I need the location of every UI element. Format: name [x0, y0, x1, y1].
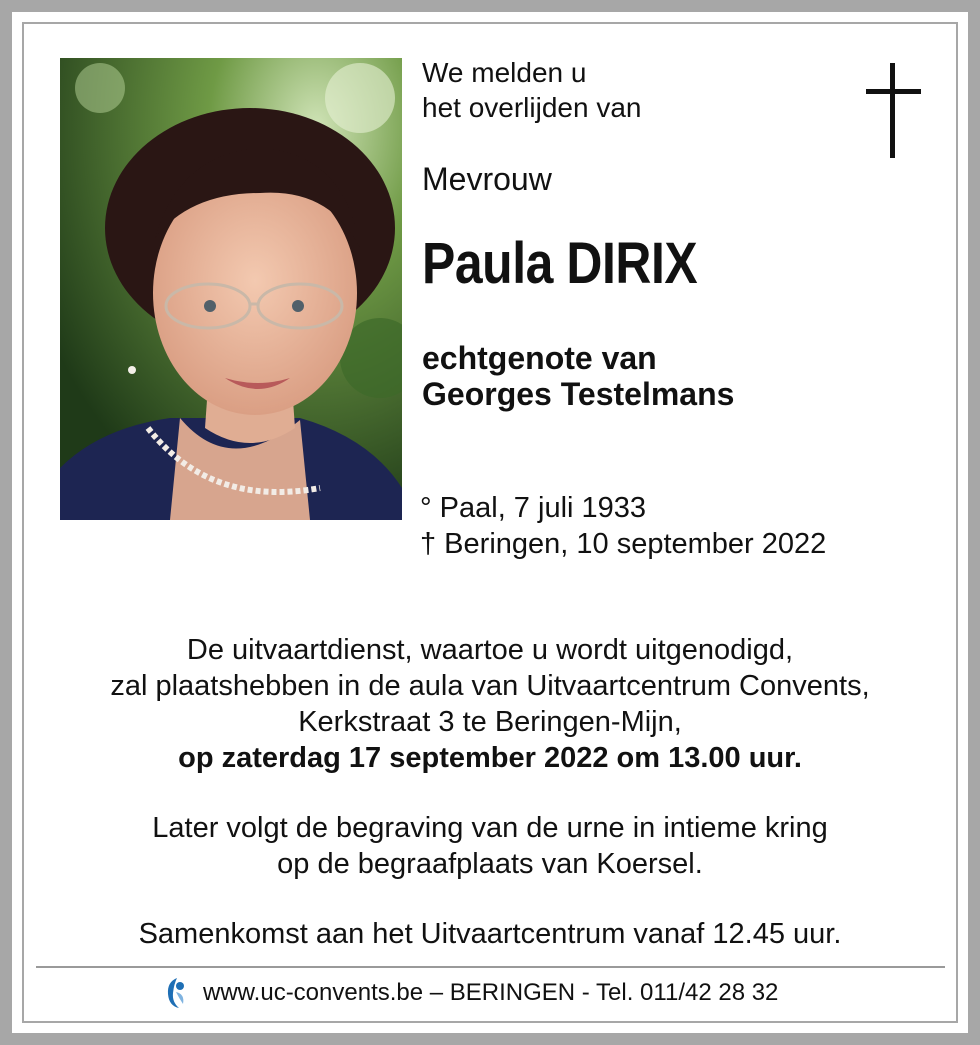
service-line-2: zal plaatshebben in de aula van Uitvaartcentrum Convents, — [110, 670, 870, 702]
burial-line-2: op de begraafplaats van Koersel. — [277, 848, 703, 880]
birth-date: ° Paal, 7 juli 1933 — [420, 492, 647, 524]
spouse-line-1: echtgenote van — [422, 340, 657, 376]
salutation: Mevrouw — [422, 161, 552, 197]
announcement-intro — [422, 55, 641, 125]
service-line-1: De uitvaartdienst, waartoe u wordt uitgenodigd, — [186, 634, 794, 666]
intro-line-1: We melden u — [422, 57, 587, 88]
intro-line-2: het overlijden van — [422, 92, 642, 123]
spouse-line-2: Georges Testelmans — [422, 376, 735, 412]
portrait-photo — [60, 58, 402, 520]
life-dates — [420, 490, 826, 562]
footer-contact: www.uc-convents.be – BERINGEN - Tel. 011/42 28 32 — [203, 979, 779, 1006]
death-date: † Beringen, 10 september 2022 — [420, 528, 827, 560]
footer-divider — [36, 966, 945, 968]
burial-details — [30, 810, 950, 882]
funeral-home-logo-icon — [163, 976, 189, 1010]
service-datetime: op zaterdag 17 september 2022 om 13.00 uur. — [178, 742, 802, 774]
service-details — [30, 632, 950, 776]
service-line-3: Kerkstraat 3 te Beringen-Mijn, — [298, 706, 682, 738]
burial-line-1: Later volgt de begraving van de urne in intieme kring — [152, 812, 828, 844]
cross-icon — [866, 63, 922, 159]
footer — [163, 975, 778, 1011]
deceased-name: Paula DIRIX — [422, 231, 698, 296]
spouse-info — [422, 340, 734, 412]
gathering-info: Samenkomst aan het Uitvaartcentrum vanaf 12.45 uur. — [138, 918, 842, 950]
